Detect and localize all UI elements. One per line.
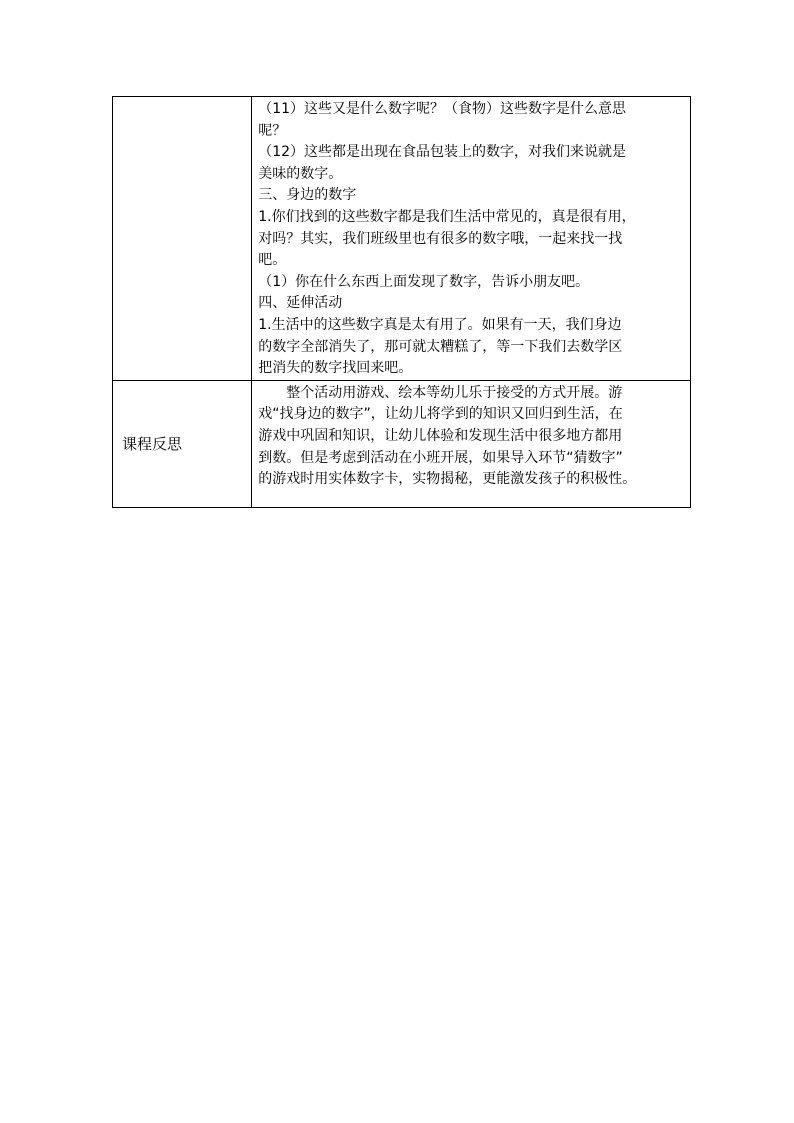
text-line: 整个活动用游戏、绘本等幼儿乐于接受的方式开展。游	[286, 384, 623, 401]
text-line: 吧。	[258, 252, 287, 269]
activity-process-cell	[252, 97, 691, 381]
lesson-plan-table	[112, 96, 691, 508]
text-line: （1）你在什么东西上面发现了数字，告诉小朋友吧。	[258, 273, 590, 290]
table-row-course-reflection	[113, 380, 691, 507]
text-line: 美味的数字。	[258, 165, 343, 182]
text-line: 到数。但是考虑到活动在小班开展，如果导入环节“猜数字”	[258, 449, 623, 466]
text-line: 1.你们找到的这些数字都是我们生活中常见的，真是很有用，	[258, 208, 636, 225]
section-heading-surrounding-numbers: 三、身边的数字	[258, 187, 357, 204]
text-line: 戏“找身边的数字”，让幼儿将学到的知识又回归到生活，在	[258, 406, 623, 423]
course-reflection-cell	[252, 380, 691, 507]
text-line: 1.生活中的这些数字真是太有用了。如果有一天，我们身边	[258, 316, 622, 333]
row-label-course-reflection: 课程反思	[113, 380, 252, 507]
row-label-cell-empty	[113, 97, 252, 381]
text-line: 把消失的数字找回来吧。	[258, 360, 413, 377]
text-line: 呢？	[258, 122, 287, 139]
text-line: （12）这些都是出现在食品包装上的数字，对我们来说就是	[258, 144, 627, 161]
text-line: 对吗？其实，我们班级里也有很多的数字哦，一起来找一找	[258, 230, 623, 247]
table-row-activity-process	[113, 97, 691, 381]
text-line: 游戏中巩固和知识，让幼儿体验和发现生活中很多地方都用	[258, 427, 623, 444]
section-heading-extension-activity: 四、延伸活动	[258, 295, 343, 312]
text-line: （11）这些又是什么数字呢？（食物）这些数字是什么意思	[258, 101, 627, 117]
text-line: 的数字全部消失了，那可就太糟糕了，等一下我们去数学区	[258, 338, 623, 355]
text-line: 的游戏时用实体数字卡，实物揭秘，更能激发孩子的积极性。	[258, 471, 637, 488]
